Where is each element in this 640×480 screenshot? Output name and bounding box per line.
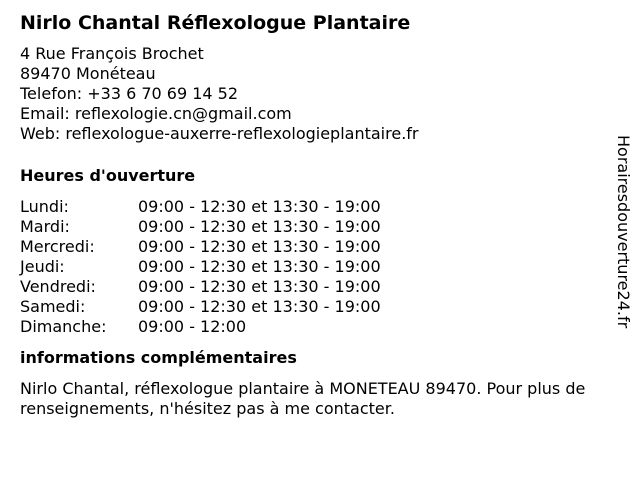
contact-block xyxy=(20,44,610,144)
day-hours: 09:00 - 12:30 et 13:30 - 19:00 xyxy=(138,237,381,256)
address-street: 4 Rue François Brochet xyxy=(20,44,204,63)
hours-row-mardi xyxy=(20,217,381,237)
day-label: Vendredi: xyxy=(20,277,96,296)
day-label: Jeudi: xyxy=(20,257,65,276)
hours-row-mercredi xyxy=(20,237,381,257)
info-description: Nirlo Chantal, réflexologue plantaire à MONETEAU 89470. Pour plus de renseignements, n'hésitez pas à me contacter. xyxy=(20,379,586,418)
business-name: Nirlo Chantal Réflexologue Plantaire xyxy=(20,12,411,34)
opening-hours-table xyxy=(20,197,381,337)
day-label: Dimanche: xyxy=(20,317,107,336)
info-heading: informations complémentaires xyxy=(20,348,297,367)
day-hours: 09:00 - 12:30 et 13:30 - 19:00 xyxy=(138,257,381,276)
hours-row-dimanche xyxy=(20,317,381,337)
day-label: Samedi: xyxy=(20,297,86,316)
hours-row-samedi xyxy=(20,297,381,317)
day-hours: 09:00 - 12:30 et 13:30 - 19:00 xyxy=(138,277,381,296)
day-label: Lundi: xyxy=(20,197,69,216)
email-address[interactable]: Email: reflexologie.cn@gmail.com xyxy=(20,104,292,123)
business-card xyxy=(20,12,610,419)
day-label: Mercredi: xyxy=(20,237,95,256)
day-hours: 09:00 - 12:00 xyxy=(138,317,247,336)
day-hours: 09:00 - 12:30 et 13:30 - 19:00 xyxy=(138,197,381,216)
day-hours: 09:00 - 12:30 et 13:30 - 19:00 xyxy=(138,297,381,316)
hours-row-lundi xyxy=(20,197,381,217)
site-watermark: Horairesdouverture24.fr xyxy=(614,135,633,329)
day-hours: 09:00 - 12:30 et 13:30 - 19:00 xyxy=(138,217,381,236)
address-city: 89470 Monéteau xyxy=(20,64,156,83)
phone-number[interactable]: Telefon: +33 6 70 69 14 52 xyxy=(20,84,239,103)
hours-heading: Heures d'ouverture xyxy=(20,166,196,185)
hours-row-vendredi xyxy=(20,277,381,297)
day-label: Mardi: xyxy=(20,217,70,236)
website-link[interactable]: Web: reflexologue-auxerre-reflexologieplantaire.fr xyxy=(20,124,419,143)
hours-row-jeudi xyxy=(20,257,381,277)
